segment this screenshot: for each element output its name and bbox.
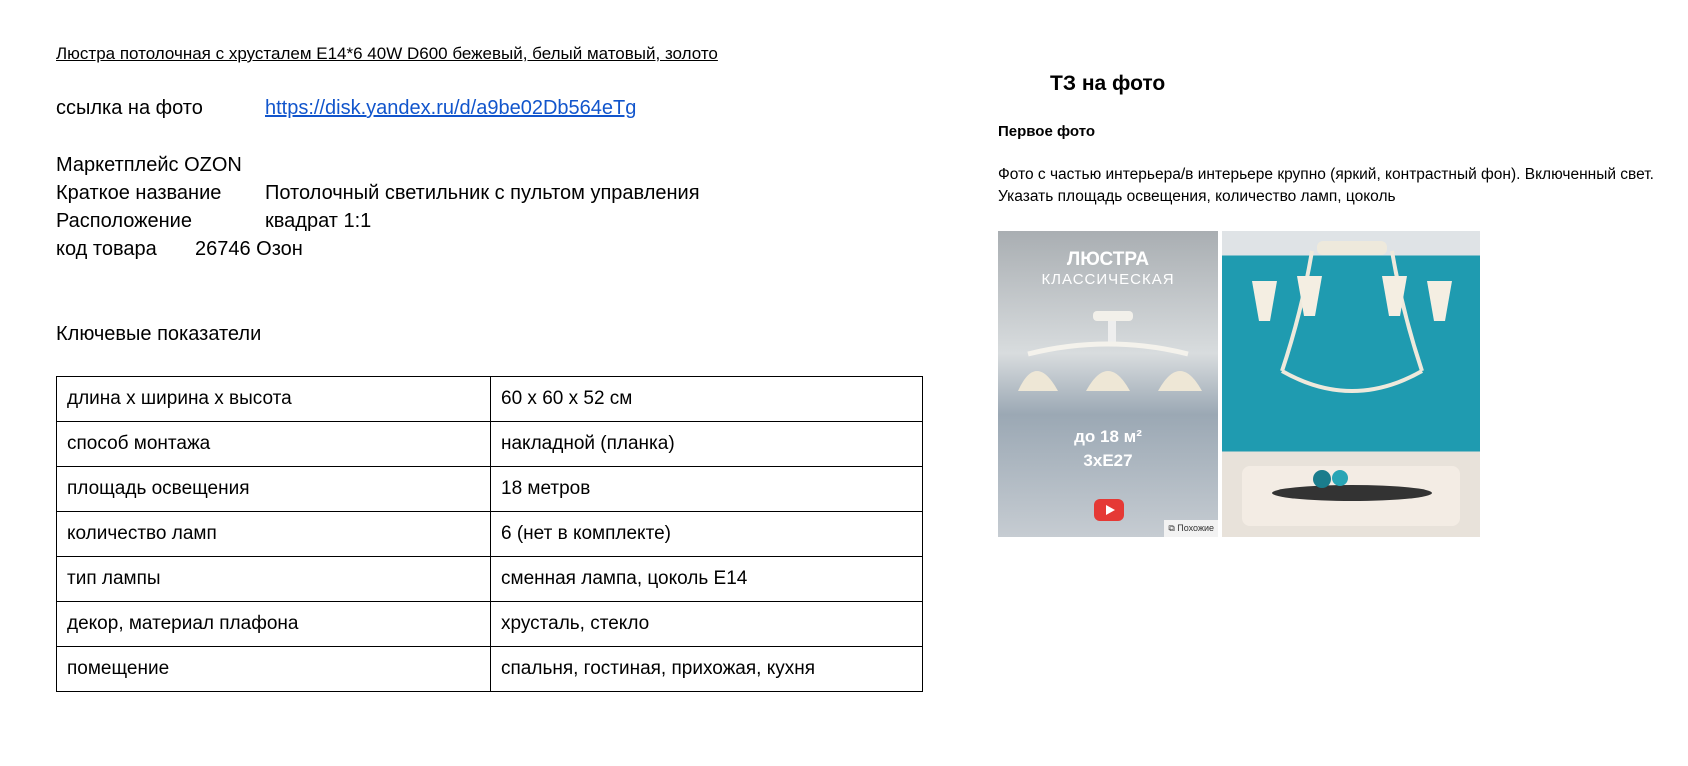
spec-value: 6 (нет в комплекте) bbox=[491, 512, 923, 557]
marketplace: Маркетплейс OZON bbox=[56, 154, 242, 176]
spec-name: декор, материал плафона bbox=[57, 602, 491, 647]
spec-value: 18 метров bbox=[491, 467, 923, 512]
similar-icon: ⧉ bbox=[1168, 523, 1178, 533]
spec-value: спальня, гостиная, прихожая, кухня bbox=[491, 647, 923, 692]
spec-value: накладной (планка) bbox=[491, 422, 923, 467]
spec-value: 60 х 60 х 52 см bbox=[491, 377, 923, 422]
table-row bbox=[57, 467, 923, 512]
youtube-play-icon[interactable] bbox=[1094, 499, 1124, 521]
image-lamps-label: 3xE27 bbox=[1083, 451, 1133, 470]
layout-value: квадрат 1:1 bbox=[265, 210, 372, 232]
reference-image-classic-chandelier bbox=[998, 231, 1218, 537]
sku-label: код товара bbox=[56, 238, 157, 260]
short-name-label: Краткое название bbox=[56, 182, 222, 204]
product-title: Люстра потолочная с хрусталем E14*6 40W D600 бежевый, белый матовый, золото bbox=[56, 44, 718, 63]
spec-name: площадь освещения bbox=[57, 467, 491, 512]
short-name-value: Потолочный светильник с пультом управления bbox=[265, 182, 700, 204]
chandelier-interior-illustration bbox=[1222, 231, 1480, 537]
image-caption-line2: КЛАССИЧЕСКАЯ bbox=[1041, 271, 1175, 288]
kpi-heading: Ключевые показатели bbox=[56, 323, 262, 345]
photo-link-label: ссылка на фото bbox=[56, 97, 203, 119]
layout-label: Расположение bbox=[56, 210, 192, 232]
spec-name: количество ламп bbox=[57, 512, 491, 557]
table-row bbox=[57, 647, 923, 692]
image-area-label: до 18 м² bbox=[1074, 427, 1142, 446]
chandelier-illustration bbox=[1008, 306, 1208, 406]
similar-button[interactable] bbox=[1164, 520, 1218, 537]
first-photo-description: Фото с частью интерьера/в интерьере крупно (яркий, контрастный фон). Включенный свет. Указать площадь освещения, количество ламп, цоколь bbox=[998, 166, 1654, 205]
spec-name: помещение bbox=[57, 647, 491, 692]
table-row bbox=[57, 512, 923, 557]
table-row bbox=[57, 377, 923, 422]
reference-image-interior-chandelier bbox=[1222, 231, 1480, 537]
photo-spec-heading: ТЗ на фото bbox=[1050, 72, 1166, 95]
spec-name: длина х ширина х высота bbox=[57, 377, 491, 422]
spec-value: сменная лампа, цоколь Е14 bbox=[491, 557, 923, 602]
sku-value: 26746 Озон bbox=[195, 238, 303, 260]
spec-value: хрусталь, стекло bbox=[491, 602, 923, 647]
table-row bbox=[57, 602, 923, 647]
table-row bbox=[57, 557, 923, 602]
spec-name: способ монтажа bbox=[57, 422, 491, 467]
photo-link[interactable]: https://disk.yandex.ru/d/a9be02Db564eTg bbox=[265, 97, 637, 119]
similar-label: Похожие bbox=[1177, 523, 1214, 533]
table-row bbox=[57, 422, 923, 467]
specs-table bbox=[56, 376, 923, 692]
image-caption-line1: ЛЮСТРА bbox=[1066, 249, 1150, 270]
spec-name: тип лампы bbox=[57, 557, 491, 602]
first-photo-heading: Первое фото bbox=[998, 123, 1096, 140]
